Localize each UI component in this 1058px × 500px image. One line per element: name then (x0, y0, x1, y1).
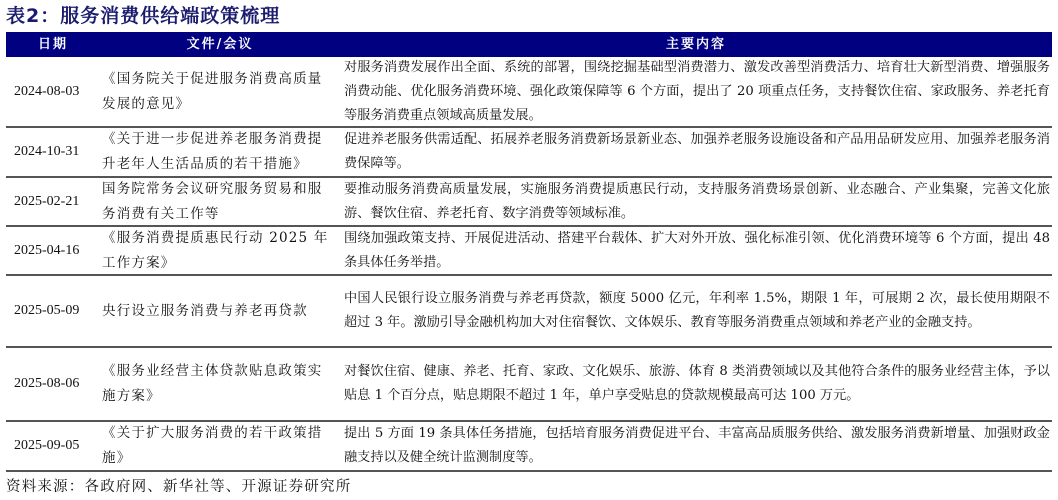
row-document: 国务院常务会议研究服务贸易和服务消费有关工作等 (102, 180, 323, 222)
table-row (6, 276, 1052, 348)
row-content: 提出 5 方面 19 条具体任务措施，包括培育服务消费促进平台、丰富高品质服务供给、激发服务消费新增量、加强财政金融支持以及健全统计监测制度等。 (344, 426, 1050, 465)
row-content: 对餐饮住宿、健康、养老、托育、家政、文化娱乐、旅游、体育 8 类消费领域以及其他符合条件的服务业经营主体，予以贴息 1 个百分点，贴息期限不超过 1 年，单户享受贴息的贷款规模最高可达 100 万元。 (344, 364, 1050, 403)
table-row (6, 422, 1052, 472)
row-content: 要推动服务消费高质量发展，实施服务消费提质惠民行动，支持服务消费场景创新、业态融合、产业集聚，完善文化旅游、餐饮住宿、养老托育、数字消费等领域标准。 (344, 181, 1050, 221)
row-document: 《服务消费提质惠民行动 2025 年工作方案》 (102, 229, 329, 271)
table-row (6, 178, 1052, 227)
row-date: 2025-08-06 (14, 376, 80, 391)
row-date: 2025-05-09 (14, 303, 80, 318)
table-row (6, 57, 1052, 128)
row-content: 围绕加强政策支持、开展促进活动、搭建平台载体、扩大对外开放、强化标准引领、优化消费环境等 6 个方面，提出 48 条具体任务举措。 (344, 230, 1050, 270)
table-row (6, 227, 1052, 276)
header-document: 文件/会议 (186, 37, 254, 52)
header-content: 主要内容 (665, 37, 726, 52)
row-date: 2025-04-16 (14, 242, 80, 258)
table-row (6, 128, 1052, 178)
row-document: 《关于扩大服务消费的若干政策措施》 (102, 425, 323, 466)
row-document: 央行设立服务消费与养老再贷款 (102, 302, 308, 319)
row-date: 2025-02-21 (14, 193, 80, 209)
row-document: 《国务院关于促进服务消费高质量发展的意见》 (102, 70, 323, 112)
row-date: 2025-09-05 (14, 438, 80, 453)
source-note: 资料来源：各政府网、新华社等、开源证券研究所 (6, 479, 352, 495)
table-row (6, 348, 1052, 422)
row-content: 促进养老服务供需适配、拓展养老服务消费新场景新业态、加强养老服务设施设备和产品用品研发应用、加强养老服务消费保障等。 (344, 132, 1050, 171)
row-date: 2024-08-03 (14, 83, 80, 99)
row-document: 《服务业经营主体贷款贴息政策实施方案》 (102, 363, 323, 404)
row-date: 2024-10-31 (14, 144, 80, 159)
row-content: 中国人民银行设立服务消费与养老再贷款，额度 5000 亿元，年利率 1.5%，期限 1 年，可展期 2 次，最长使用期限不超过 3 年。激励引导金融机构加大对住宿餐饮、文体娱乐、教育等服务消费重点领域和养老产业的金融支持。 (344, 291, 1050, 330)
table-title: 表2：服务消费供给端政策梳理 (6, 5, 281, 27)
header-date: 日期 (37, 37, 68, 52)
row-document: 《关于进一步促进养老服务消费提升老年人生活品质的若干措施》 (102, 131, 323, 172)
row-content: 对服务消费发展作出全面、系统的部署，围绕挖掘基础型消费潜力、激发改善型消费活力、培育壮大新型消费、增强服务消费动能、优化服务消费环境、强化政策保障等 6 个方面，提出了 20 项重点任务，支持餐饮住宿、家政服务、养老托育等服务消费重点领域高质量发展。 (344, 59, 1050, 123)
table-header (6, 32, 1052, 57)
